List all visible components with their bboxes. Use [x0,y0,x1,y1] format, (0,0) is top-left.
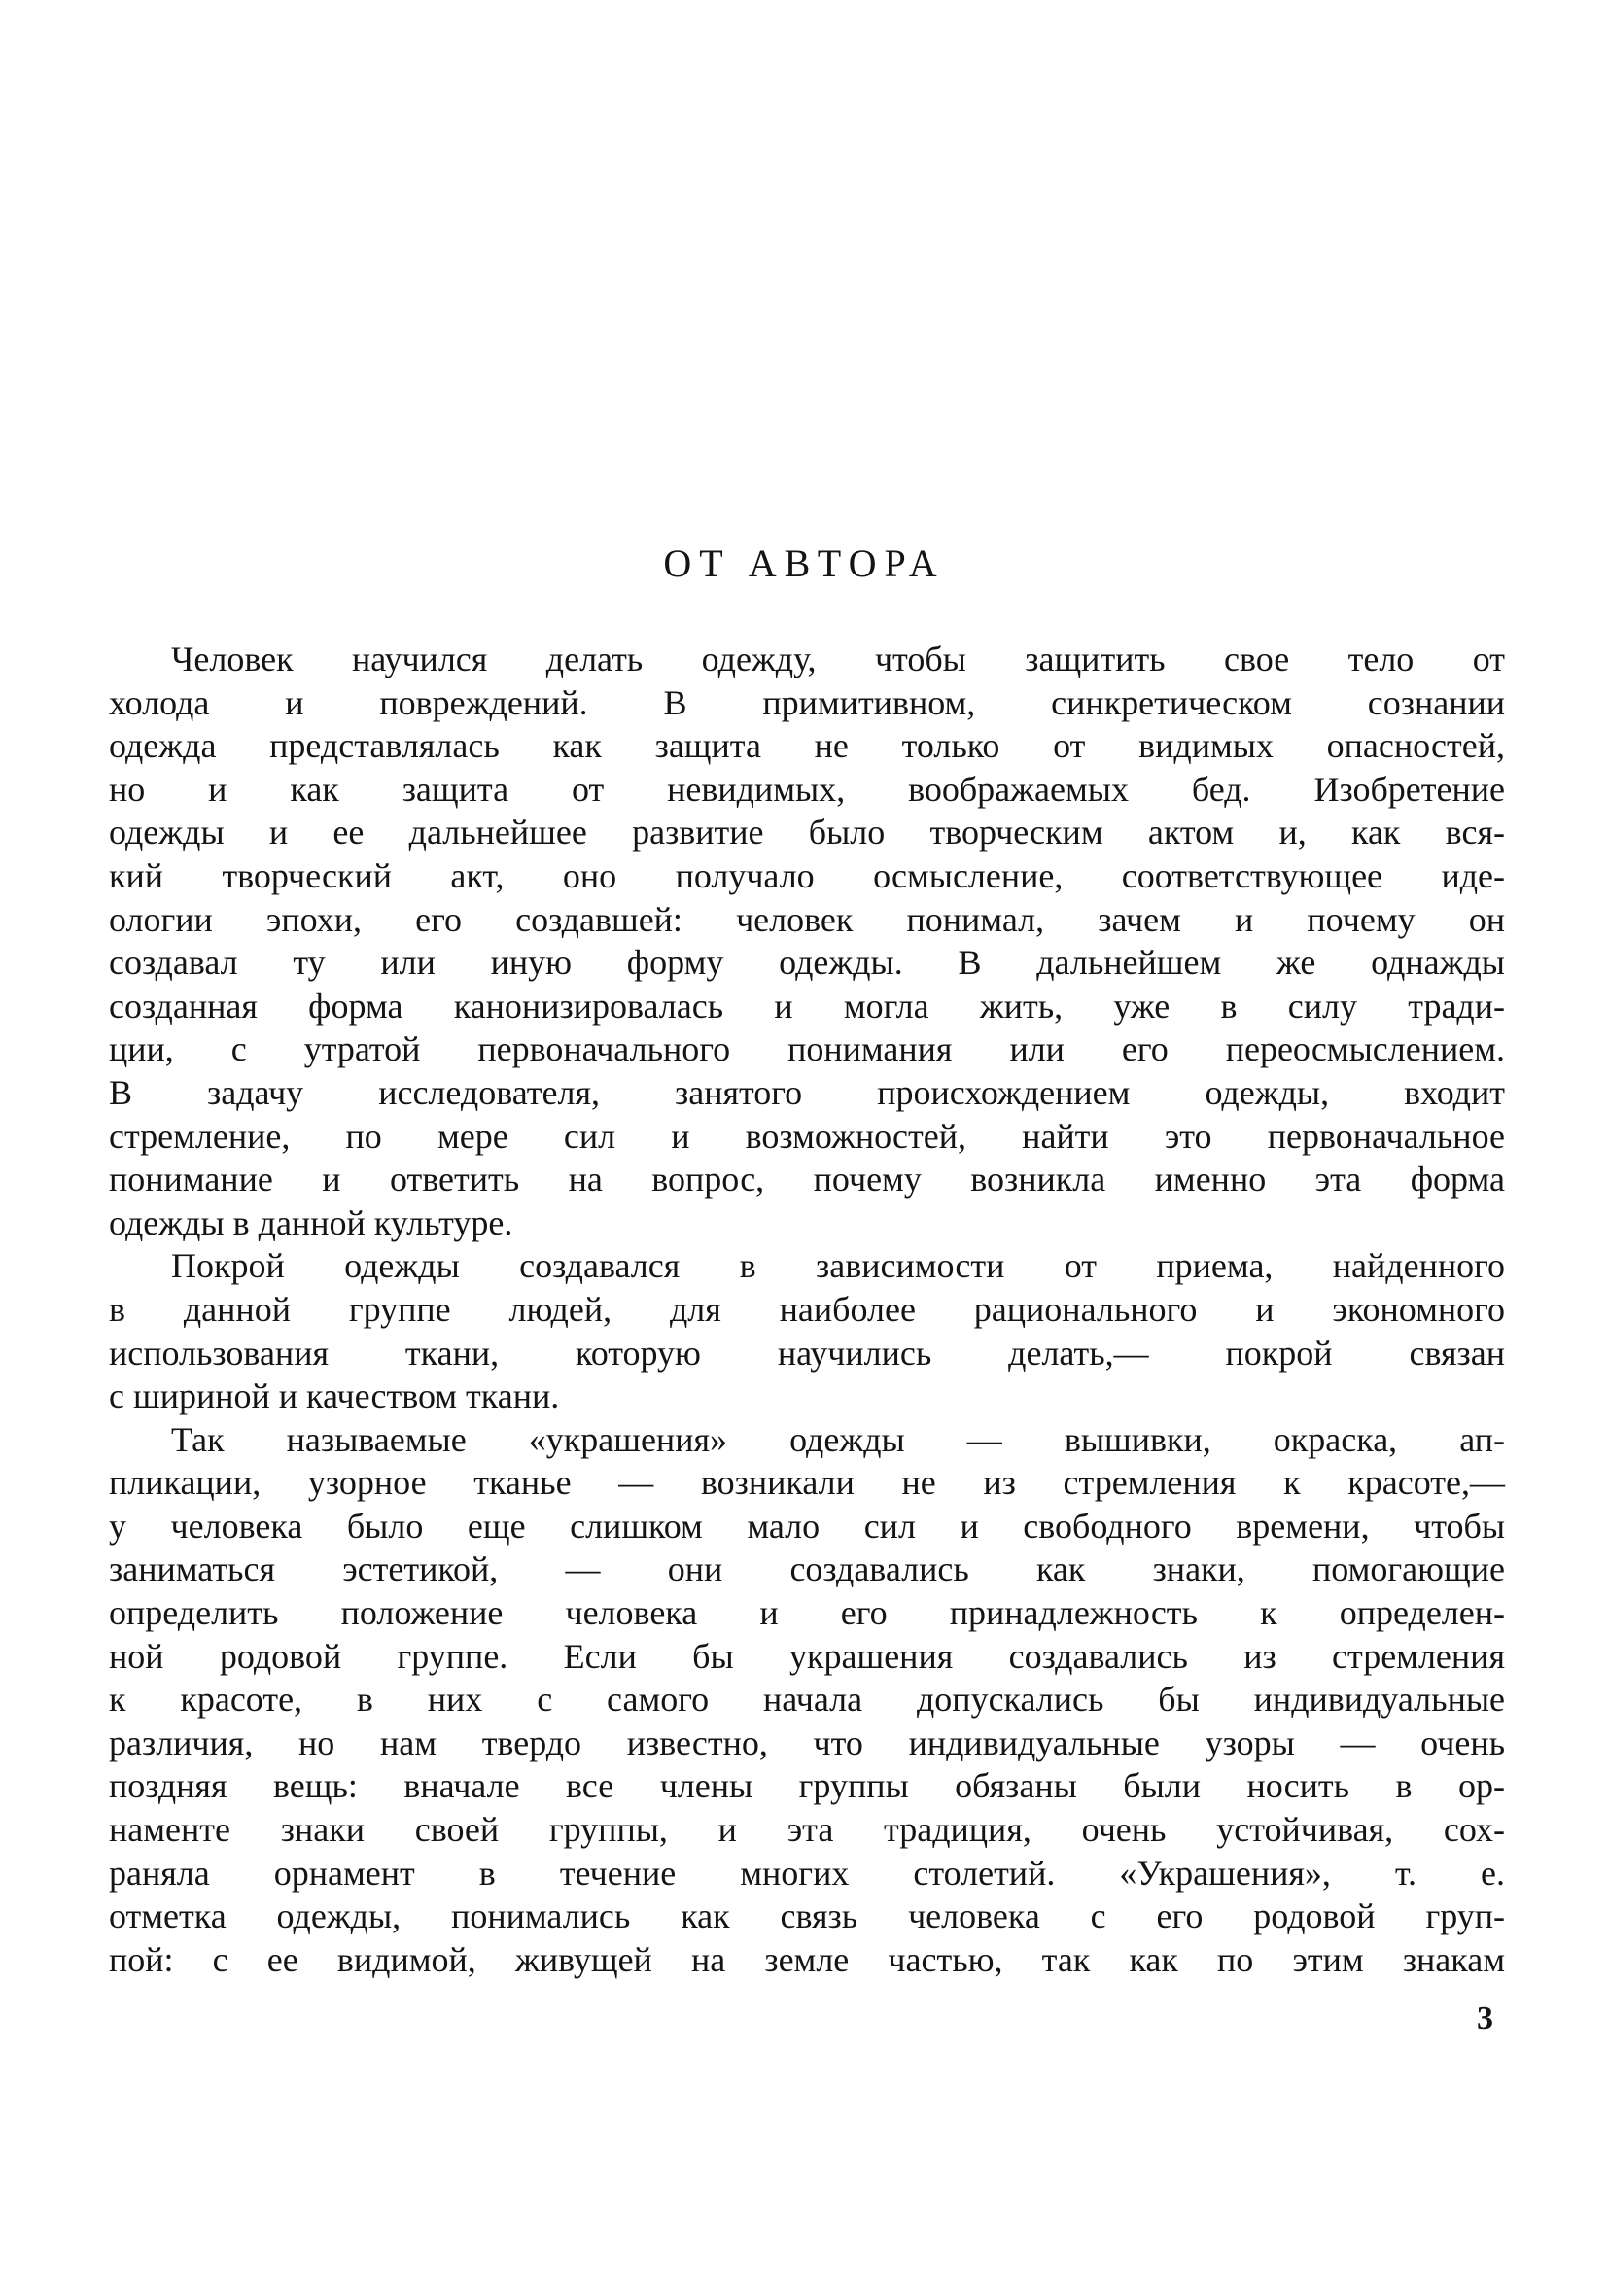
text-line: понимание и ответить на вопрос, почему возникла именно эта форма [109,1160,1505,1200]
text-line: пой: с ее видимой, живущей на земле частью, так как по этим знакам [109,1939,1505,1979]
text-line: отметка одежды, понимались как связь человека с его родовой груп- [109,1896,1505,1936]
text-line: В задачу исследователя, занятого происхождением одежды, входит [109,1072,1505,1112]
text-line: заниматься эстетикой, — они создавались как знаки, помогающие [109,1549,1505,1589]
text-line: наменте знаки своей группы, и эта традиция, очень устойчивая, сох- [109,1810,1505,1850]
text-line: определить положение человека и его принадлежность к определен- [109,1593,1505,1633]
text-line: создавал ту или иную форму одежды. В дальнейшем же однажды [109,943,1505,983]
page-number: 3 [1477,2000,1493,2036]
text-line: кий творческий акт, оно получало осмысление, соответствующее иде- [109,855,1505,895]
text-line: но и как защита от невидимых, воображаемых бед. Изобретение [109,769,1505,809]
text-line: Человек научился делать одежду, чтобы защитить свое тело от [171,640,1505,678]
text-line: одежды и ее дальнейшее развитие было творческим актом и, как вся- [109,813,1505,852]
text-line: поздняя вещь: вначале все члены группы обязаны были носить в ор- [109,1766,1505,1806]
text-line: с шириной и качеством ткани. [109,1376,560,1416]
text-line: пликации, узорное тканье — возникали не из стремления к красоте,— [109,1463,1505,1503]
text-line: у человека было еще слишком мало сил и свободного времени, чтобы [109,1506,1505,1546]
page-title: ОТ АВТОРА [663,541,945,585]
text-line: одежды в данной культуре. [109,1202,513,1242]
text-line: ции, с утратой первоначального понимания или его переосмыслением. [109,1029,1505,1069]
text-line: различия, но нам твердо известно, что индивидуальные узоры — очень [109,1722,1505,1762]
text-line: в данной группе людей, для наиболее рационального и экономного [109,1289,1505,1329]
text-line: Покрой одежды создавался в зависимости от приема, найденного [171,1246,1505,1286]
text-line: холода и повреждений. В примитивном, синкретическом сознании [109,682,1505,722]
text-line: ной родовой группе. Если бы украшения создавались из стремления [109,1636,1505,1676]
text-line: ологии эпохи, его создавшей: человек понимал, зачем и почему он [109,899,1505,939]
text-line: стремление, по мере сил и возможностей, найти это первоначальное [109,1116,1505,1156]
body-text [109,638,1505,1981]
text-line: использования ткани, которую научились делать,— покрой связан [109,1333,1505,1373]
text-line: к красоте, в них с самого начала допускались бы индивидуальные [109,1680,1505,1720]
text-line: созданная форма канонизировалась и могла жить, уже в силу тради- [109,986,1505,1026]
text-line: Так называемые «украшения» одежды — вышивки, окраска, ап- [171,1419,1505,1459]
text-line: одежда представлялась как защита не только от видимых опасностей, [109,726,1505,766]
text-line: раняла орнамент в течение многих столетий. «Украшения», т. е. [109,1853,1505,1893]
